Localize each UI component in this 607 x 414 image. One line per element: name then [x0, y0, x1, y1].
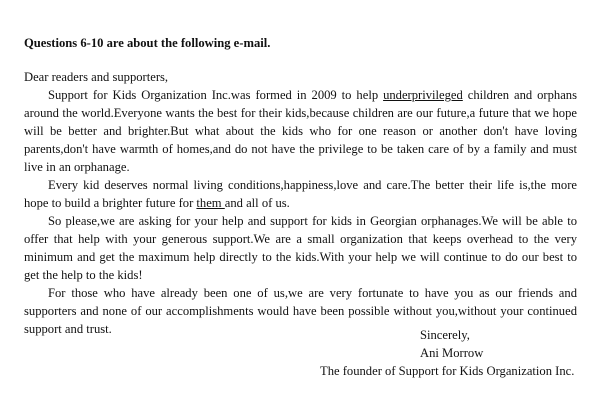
email-body	[24, 68, 577, 338]
paragraph-1-text-a: Support for Kids Organization Inc.was formed in 2009 to help	[48, 88, 384, 102]
paragraph-3: So please,we are asking for your help and support for kids in Georgian orphanages.We will be able to offer that help with your generous support.We are a small organization that keeps overhead to the very minimum and get the maximum help directly to the kids.With your help we will continue to do our best to get the help to the kids!	[24, 214, 577, 282]
signer-title: The founder of Support for Kids Organization Inc.	[320, 364, 575, 378]
underlined-word-them: them	[196, 196, 225, 210]
greeting: Dear readers and supporters,	[24, 70, 169, 84]
paragraph-2	[24, 176, 577, 212]
paragraph-1-text-b: children and orphans around the world.Everyone wants the best for their kids,because children are our future,a future that we hope will be better and brighter.But what about the kids who for one reason or another don't have loving parents,don't have warmth of homes,and do not have the privilege to be taken care of by a family and must live in an orphanage.	[24, 88, 577, 174]
paragraph-2-text-b: and all of us.	[224, 196, 290, 210]
sign-off: Sincerely,	[420, 328, 470, 342]
paragraph-2-text-a: Every kid deserves normal living conditions,happiness,love and care.The better their life is,the more hope to build a brighter future for	[24, 178, 577, 210]
signer-name: Ani Morrow	[420, 346, 484, 360]
paragraph-4: For those who have already been one of us,we are very fortunate to have you as our friends and supporters and none of our accomplishments would have been possible without you,without your continued support and trust.	[24, 286, 577, 336]
underlined-word-underprivileged: underprivileged	[383, 88, 463, 102]
paragraph-1	[24, 86, 577, 176]
question-heading: Questions 6-10 are about the following e-mail.	[24, 36, 271, 50]
